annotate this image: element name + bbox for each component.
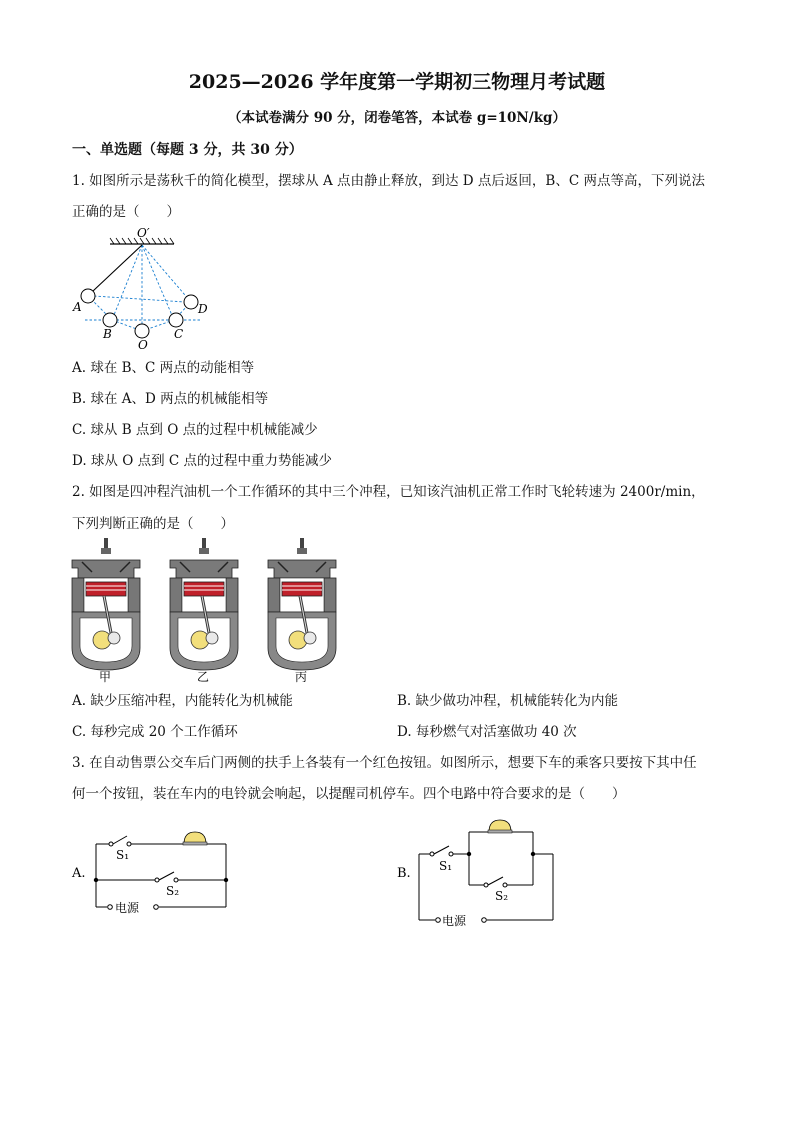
q3-stem-line2: 何一个按钮，装在车内的电铃就会响起，以提醒司机停车。四个电路中符合要求的是（ ） <box>72 786 626 802</box>
circuit-a <box>70 825 240 920</box>
q2-option-a: A. 缺少压缩冲程，内能转化为机械能 <box>72 693 293 709</box>
q1-option-b: B. 球在 A、D 两点的机械能相等 <box>72 391 269 407</box>
circuit-b <box>395 810 565 930</box>
circuit-b-s2: S₂ <box>495 889 509 903</box>
ball-o <box>135 324 149 338</box>
label-c: C <box>174 327 184 341</box>
engine-label-jia: 甲 <box>99 670 112 684</box>
q2-stem-line2: 下列判断正确的是（ ） <box>72 516 234 532</box>
label-pivot: O′ <box>137 226 150 240</box>
engine-label-yi: 乙 <box>197 670 210 684</box>
q2-option-c: C. 每秒完成 20 个工作循环 <box>72 724 238 740</box>
exam-subtitle: （本试卷满分 90 分，闭卷笔答，本试卷 g=10N/kg） <box>228 110 566 126</box>
q3-stem-line1: 3. 在自动售票公交车后门两侧的扶手上各装有一个红色按钮。如图所示，想要下车的乘客只要按下其中任 <box>72 755 697 771</box>
q1-stem-line2: 正确的是（ ） <box>72 204 180 220</box>
engine-label-bing: 丙 <box>295 670 308 684</box>
q2-option-b: B. 缺少做功冲程，机械能转化为内能 <box>397 693 619 709</box>
q2-option-d: D. 每秒燃气对活塞做功 40 次 <box>397 724 577 740</box>
circuit-a-source: 电源 <box>115 901 140 915</box>
circuit-a-s2: S₂ <box>166 884 180 898</box>
circuit-b-option: B. <box>397 866 411 881</box>
ball-a <box>81 289 95 303</box>
circuit-a-s1: S₁ <box>116 848 130 862</box>
q1-stem-line1: 1. 如图所示是荡秋千的简化模型，摆球从 A 点由静止释放，到达 D 点后返回，B、C 两点等高，下列说法 <box>72 173 705 189</box>
ball-c <box>169 313 183 327</box>
exam-title: 2025—2026 学年度第一学期初三物理月考试题 <box>188 71 606 93</box>
bell-icon <box>183 832 207 845</box>
label-o: O <box>138 338 148 352</box>
label-b: B <box>103 327 112 341</box>
label-d: D <box>198 302 208 316</box>
ball-b <box>103 313 117 327</box>
q1-option-c: C. 球从 B 点到 O 点的过程中机械能减少 <box>72 422 318 438</box>
circuit-b-source: 电源 <box>442 914 467 928</box>
label-a: A <box>73 300 82 314</box>
ball-d <box>184 295 198 309</box>
q2-stem-line1: 2. 如图是四冲程汽油机一个工作循环的其中三个冲程，已知该汽油机正常工作时飞轮转速为 2400r/min， <box>72 484 705 500</box>
section-heading: 一、单选题（每题 3 分，共 30 分） <box>72 142 303 158</box>
circuit-b-s1: S₁ <box>439 859 453 873</box>
pendulum-figure <box>70 225 220 350</box>
bell-icon <box>488 820 512 833</box>
circuit-a-option: A. <box>72 866 86 881</box>
q1-option-a: A. 球在 B、C 两点的动能相等 <box>72 360 255 376</box>
engine-figures <box>68 538 338 683</box>
q1-option-d: D. 球从 O 点到 C 点的过程中重力势能减少 <box>72 453 332 469</box>
